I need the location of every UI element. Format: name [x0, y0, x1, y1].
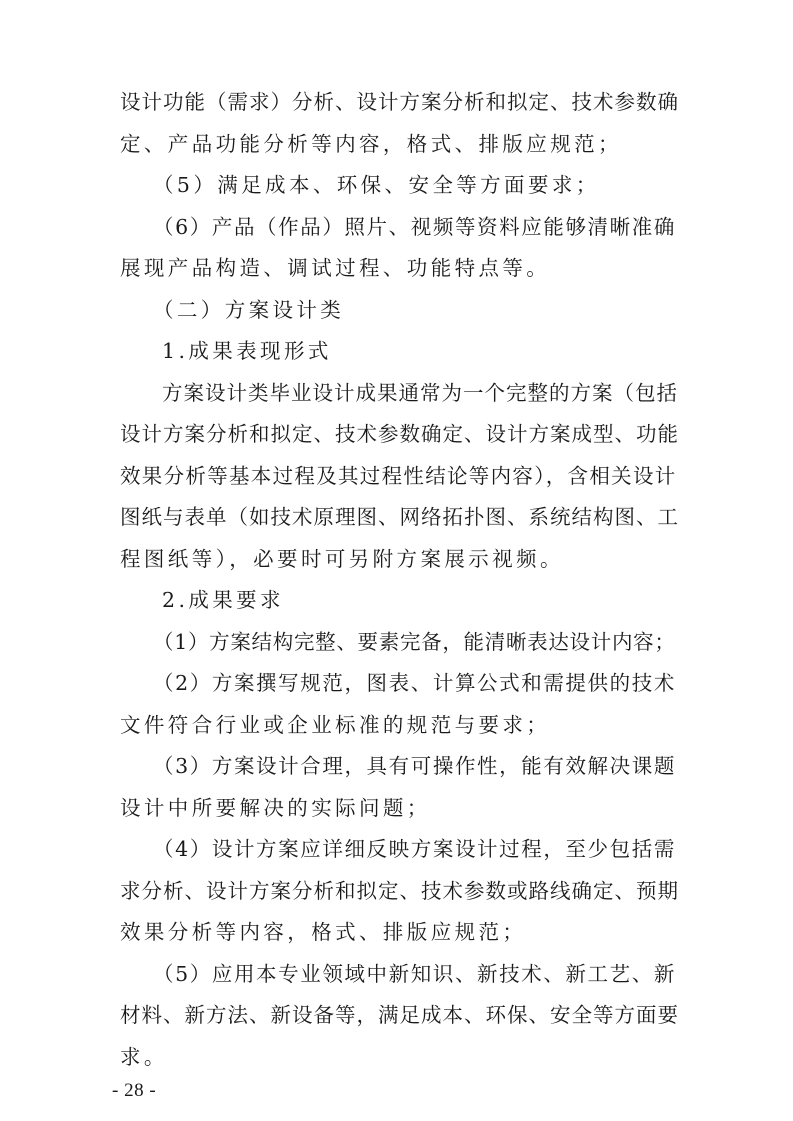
text-line: 程图纸等），必要时可另附方案展示视频。	[120, 547, 564, 571]
text-line: 文件符合行业或企业标准的规范与要求；	[120, 713, 551, 737]
text-line: （1）方案结构完整、要素完备，能清晰表达设计内容；	[153, 630, 676, 654]
text-line: 设计方案分析和拟定、技术参数确定、设计方案成型、功能	[120, 422, 679, 446]
text-line: 效果分析等内容，格式、排版应规范；	[120, 920, 527, 944]
section-heading: （二）方案设计类	[153, 298, 345, 322]
text-line: 展现产品构造、调试过程、功能特点等。	[120, 256, 551, 280]
text-line: 效果分析等基本过程及其过程性结论等内容），含相关设计	[120, 464, 677, 488]
text-line: 设计中所要解决的实际问题；	[120, 796, 431, 820]
text-line: （2）方案撰写规范，图表、计算公式和需提供的技术	[153, 671, 676, 695]
text-line: 图纸与表单（如技术原理图、网络拓扑图、系统结构图、工	[120, 505, 679, 529]
text-line: 求分析、设计方案分析和拟定、技术参数或路线确定、预期	[120, 879, 679, 903]
text-line: （4）设计方案应详细反映方案设计过程，至少包括需	[153, 837, 676, 861]
text-line: 求。	[120, 1045, 168, 1069]
text-line: 材料、新方法、新设备等，满足成本、环保、安全等方面要	[120, 1003, 679, 1027]
text-line: （5）应用本专业领域中新知识、新技术、新工艺、新	[153, 962, 676, 986]
text-line: 设计功能（需求）分析、设计方案分析和拟定、技术参数确	[120, 90, 679, 114]
subsection-heading: 2.成果要求	[162, 588, 284, 612]
subsection-heading: 1.成果表现形式	[162, 339, 332, 363]
page-number: - 28 -	[112, 1080, 157, 1101]
text-line: （3）方案设计合理，具有可操作性，能有效解决课题	[153, 754, 676, 778]
text-line: 定、产品功能分析等内容，格式、排版应规范；	[120, 132, 622, 156]
text-line: （5）满足成本、环保、安全等方面要求；	[153, 173, 600, 197]
text-line: （6）产品（作品）照片、视频等资料应能够清晰准确	[153, 215, 676, 239]
text-line: 方案设计类毕业设计成果通常为一个完整的方案（包括	[162, 381, 678, 405]
